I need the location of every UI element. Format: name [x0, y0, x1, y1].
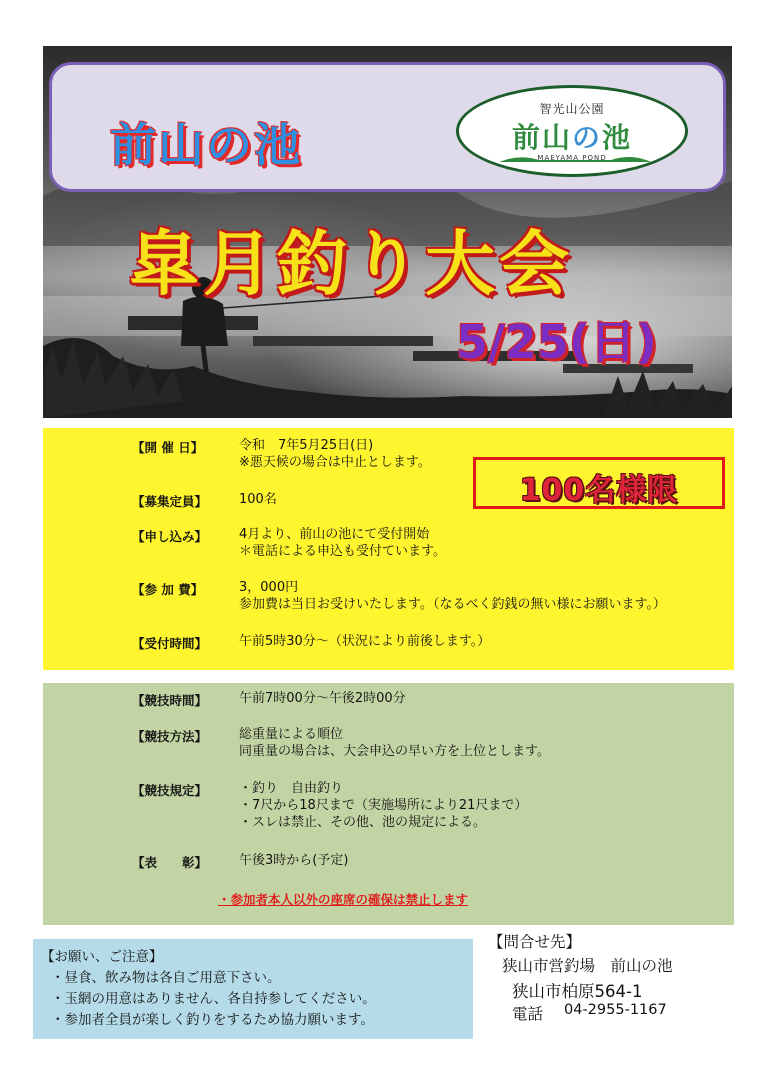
- rule-item: ・釣り 自由釣り: [239, 781, 344, 796]
- event-date: 5/25(日): [456, 315, 657, 369]
- logo-name-part1: 前山: [511, 121, 572, 154]
- time-label: 【競技時間】: [132, 693, 208, 708]
- contact-address: 狭山市柏原564-1: [512, 982, 643, 1001]
- seat-reservation-notice: ・参加者本人以外の座席の確保は禁止します: [218, 892, 469, 907]
- event-title: 皐月釣り大会: [129, 223, 573, 305]
- hero-photo-area: [43, 46, 732, 418]
- logo-name-part2: の: [571, 121, 602, 154]
- pond-title: 前山の池: [110, 118, 302, 172]
- rule-item: ・7尺から18尺まで（実施場所により21尺まで）: [239, 798, 528, 813]
- notes-box: [33, 939, 473, 1039]
- capacity-limit-badge: [473, 457, 725, 509]
- contact-phone-label: 電話: [512, 1005, 544, 1023]
- maeyama-pond-logo: [456, 85, 688, 177]
- award-value: 午後3時から(予定): [239, 853, 349, 868]
- method-note: 同重量の場合は、大会申込の早い方を上位とします。: [239, 744, 550, 759]
- logo-park-name: 智光山公園: [539, 102, 605, 116]
- contact-org: 狭山市営釣場 前山の池: [502, 957, 673, 975]
- reception-value: 午前5時30分～（状況により前後します。）: [239, 634, 491, 649]
- date-note: ※悪天候の場合は中止とします。: [239, 455, 431, 470]
- time-value: 午前7時00分～午後2時00分: [239, 691, 406, 706]
- capacity-label: 【募集定員】: [132, 494, 208, 509]
- competition-info-box: [43, 683, 734, 925]
- method-label: 【競技方法】: [132, 729, 208, 744]
- apply-label: 【申し込み】: [132, 529, 208, 544]
- rules-label: 【競技規定】: [132, 783, 208, 798]
- apply-value: 4月より、前山の池にて受付開始: [239, 527, 430, 542]
- title-banner: [49, 62, 726, 192]
- note-item: ・参加者全員が楽しく釣りをするため協力願います。: [51, 1012, 374, 1028]
- date-value: 令和 7年5月25日(日): [239, 438, 374, 453]
- notes-title: 【お願い、ご注意】: [41, 949, 163, 965]
- date-label: 【開 催 日】: [132, 440, 204, 455]
- rule-item: ・スレは禁止、その他、池の規定による。: [239, 815, 487, 830]
- logo-roman-name: MAEYAMA POND: [537, 154, 607, 162]
- reception-label: 【受付時間】: [132, 636, 208, 651]
- fee-value: 3，000円: [239, 580, 299, 595]
- note-item: ・玉網の用意はありません、各自持参してください。: [51, 991, 376, 1007]
- logo-name-part3: 池: [602, 121, 633, 154]
- award-label: 【表 彰】: [132, 855, 208, 870]
- capacity-limit-text: 100名様限: [519, 473, 679, 508]
- contact-phone: 04-2955-1167: [564, 1002, 667, 1018]
- fee-label: 【参 加 費】: [132, 582, 204, 597]
- apply-note: ＊電話による申込も受付ています。: [239, 544, 446, 559]
- capacity-value: 100名: [239, 492, 277, 507]
- logo-pond-name: [459, 116, 685, 156]
- method-value: 総重量による順位: [239, 727, 344, 742]
- contact-title: 【問合せ先】: [488, 933, 582, 951]
- note-item: ・昼食、飲み物は各自ご用意下さい。: [51, 970, 281, 986]
- fee-note: 参加費は当日お受けいたします。（なるべく釣銭の無い様にお願います。）: [239, 597, 666, 612]
